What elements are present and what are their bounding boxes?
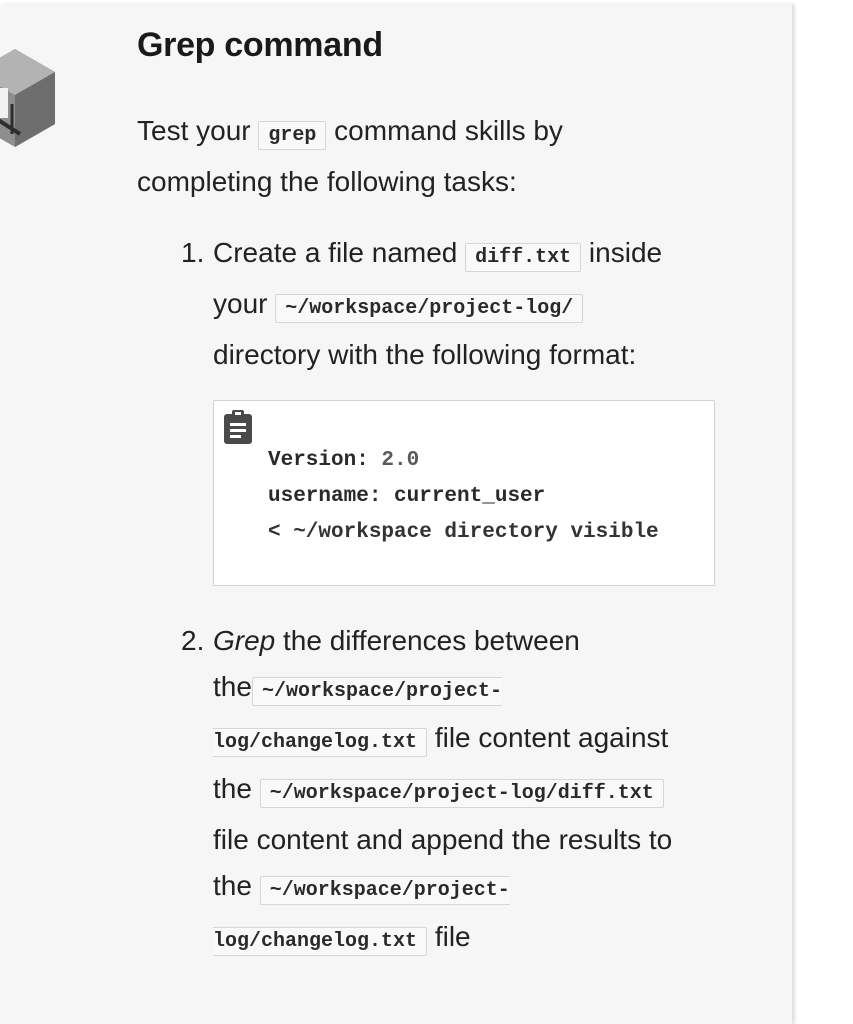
inline-code: ~/workspace/project-log/ — [275, 294, 583, 323]
task-text: the differences between the — [213, 625, 580, 702]
intro-text: Test your — [137, 115, 259, 146]
intro-paragraph — [137, 108, 697, 205]
list-number: 1. — [181, 237, 205, 268]
task-text: file — [427, 921, 471, 952]
task-text: inside your — [213, 237, 663, 319]
list-item-text — [213, 618, 683, 965]
page-title: Grep command — [137, 26, 383, 64]
code-line — [268, 449, 419, 472]
task-text: Create a file named — [213, 237, 466, 268]
inline-code: diff.txt — [465, 243, 581, 272]
code-value: 2.0 — [368, 449, 420, 472]
workspace-cube-icon — [0, 44, 60, 154]
emphasis-text: Grep — [213, 625, 276, 656]
inline-code: ~/workspace/project-log/diff.txt — [260, 779, 664, 808]
code-block[interactable] — [213, 400, 715, 586]
code-line: < ~/workspace directory visible — [268, 521, 659, 544]
inline-code: ~/workspace/project-log/changelog.txt — [213, 677, 502, 757]
content-panel — [0, 4, 793, 1024]
inline-code: grep — [258, 121, 326, 150]
clipboard-icon[interactable] — [222, 409, 254, 445]
task-text: file content and append the results to the — [213, 824, 673, 901]
list-item-text — [213, 230, 683, 378]
code-content — [268, 443, 659, 551]
code-line: username: current_user — [268, 485, 546, 508]
code-key: Version: — [268, 449, 369, 472]
task-text: directory with the following format: — [213, 339, 637, 370]
intro-text: command skills by completing the following tasks: — [137, 115, 563, 197]
task-text: file content against the — [213, 722, 669, 804]
list-number: 2. — [181, 625, 205, 656]
inline-code: ~/workspace/project-log/changelog.txt — [213, 876, 510, 956]
